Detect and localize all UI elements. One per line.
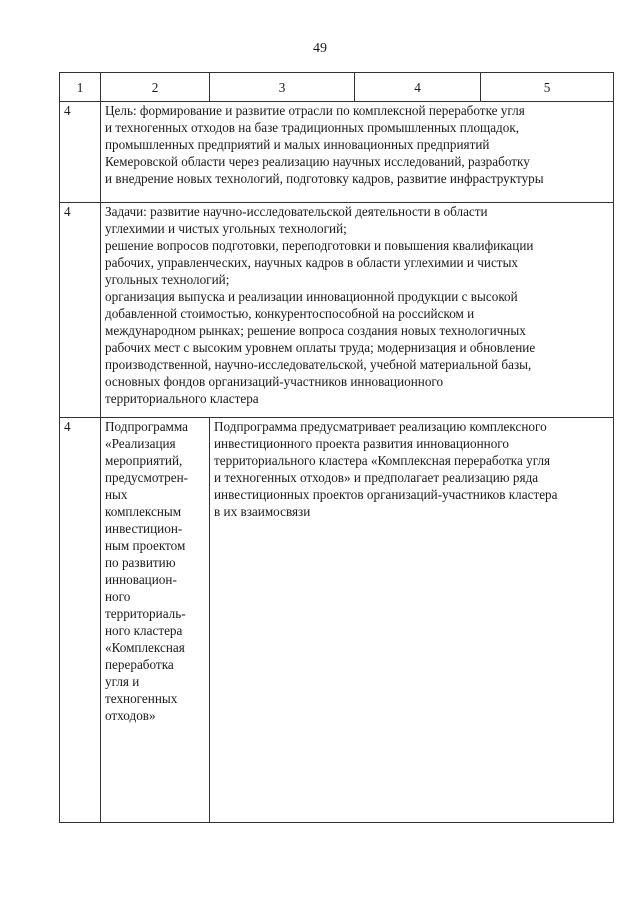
text-line: по развитию: [105, 555, 176, 570]
row-number: 4: [60, 418, 101, 823]
text-line: ных: [105, 487, 128, 502]
text-line: комплексным: [105, 504, 182, 519]
text-line: Цель: формирование и развитие отрасли по комплексной переработке угля: [105, 103, 525, 118]
column-header: 1: [60, 73, 101, 102]
row-number: 4: [60, 102, 101, 203]
column-header: 4: [355, 73, 481, 102]
tasks-text: [101, 203, 614, 418]
text-line: территориаль-: [105, 606, 186, 621]
text-line: инновацион-: [105, 572, 177, 587]
text-line: Подпрограмма: [105, 419, 189, 434]
text-line: инвестиционного проекта развития инновационного: [214, 436, 509, 451]
text-line: «Комплексная: [105, 640, 185, 655]
text-line: углехимии и чистых угольных технологий;: [105, 221, 347, 236]
text-line: ного кластера: [105, 623, 183, 638]
subprogram-description: [210, 418, 614, 823]
text-line: Подпрограмма предусматривает реализацию комплексного: [214, 419, 547, 434]
text-line: техногенных: [105, 691, 178, 706]
text-line: рабочих, управленческих, научных кадров в области углехимии и чистых: [105, 255, 519, 270]
tasks-row: [60, 203, 614, 418]
text-line: и техногенных отходов на базе традиционных промышленных площадок,: [105, 120, 520, 135]
text-line: Задачи: развитие научно-исследовательской деятельности в области: [105, 204, 488, 219]
text-line: основных фондов организаций-участников инновационного: [105, 374, 444, 389]
text-line: территориального кластера «Комплексная переработка угля: [214, 453, 551, 468]
text-line: территориального кластера: [105, 391, 259, 406]
goal-row: [60, 102, 614, 203]
text-line: международном рынках; решение вопроса создания новых технологичных: [105, 323, 526, 338]
goal-text: [101, 102, 614, 203]
text-line: ным проектом: [105, 538, 186, 553]
text-line: производственной, научно-исследовательской, учебной материальной базы,: [105, 357, 532, 372]
text-line: переработка: [105, 657, 174, 672]
text-line: решение вопросов подготовки, переподготовки и повышения квалификации: [105, 238, 534, 253]
text-line: предусмотрен-: [105, 470, 189, 485]
text-line: инвестиционных проектов организаций-участников кластера: [214, 487, 558, 502]
column-header: 3: [210, 73, 355, 102]
text-line: в их взаимосвязи: [214, 504, 311, 519]
text-line: отходов»: [105, 708, 156, 723]
subprogram-row: [60, 418, 614, 823]
text-line: мероприятий,: [105, 453, 183, 468]
page-number: 49: [313, 41, 327, 56]
column-header: 5: [481, 73, 614, 102]
text-line: «Реализация: [105, 436, 176, 451]
text-line: добавленной стоимостью, конкурентоспособной на российском и: [105, 306, 475, 321]
column-header: 2: [101, 73, 210, 102]
text-line: и техногенных отходов» и предполагает реализацию ряда: [214, 470, 539, 485]
text-line: и внедрение новых технологий, подготовку кадров, развитие инфраструктуры: [105, 171, 544, 186]
text-line: угля и: [105, 674, 140, 689]
text-line: рабочих мест с высоким уровнем оплаты труда; модернизация и обновление: [105, 340, 536, 355]
text-line: промышленных предприятий и малых инновационных предприятий: [105, 137, 490, 152]
row-number: 4: [60, 203, 101, 418]
text-line: Кемеровской области через реализацию научных исследований, разработку: [105, 154, 530, 169]
text-line: ного: [105, 589, 131, 604]
text-line: организация выпуска и реализации инновационной продукции с высокой: [105, 289, 518, 304]
text-line: угольных технологий;: [105, 272, 230, 287]
program-table: [59, 72, 614, 823]
subprogram-name: [101, 418, 210, 823]
text-line: инвестицион-: [105, 521, 183, 536]
table-header-row: [60, 73, 614, 102]
